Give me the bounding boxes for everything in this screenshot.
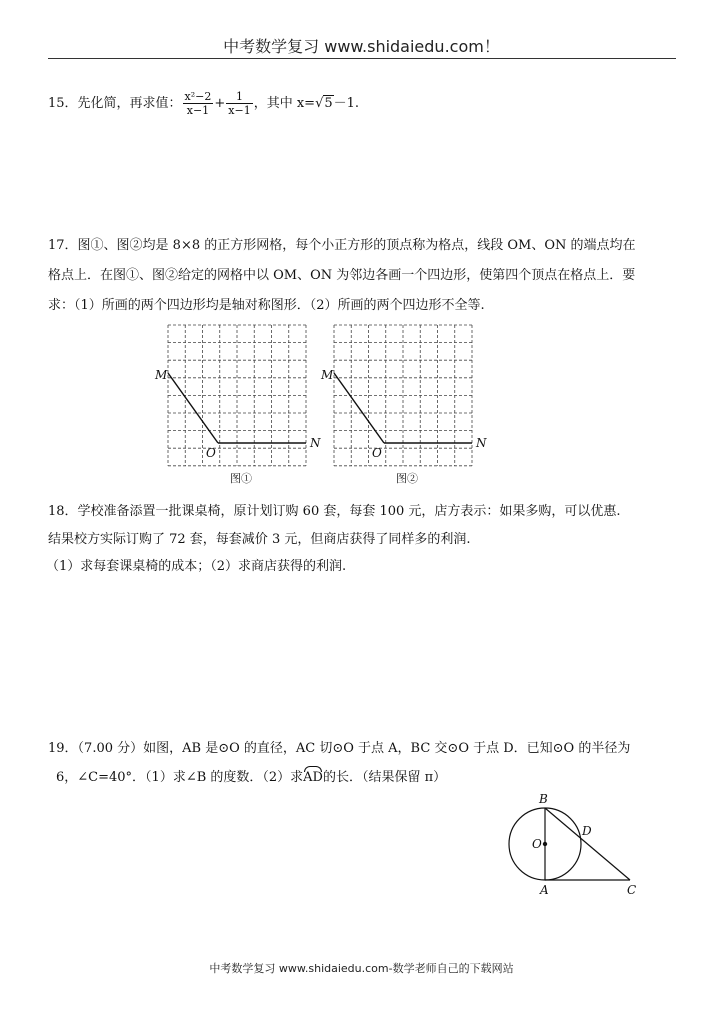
fig2-label-n: N bbox=[476, 436, 487, 450]
label-c: C bbox=[627, 883, 637, 897]
q18-line-2: 结果校方实际订购了 72 套，每套减价 3 元，但商店获得了同样多的利润. bbox=[48, 532, 471, 547]
q15-prefix: 15．先化简，再求值： bbox=[48, 96, 182, 111]
q18-line-3: （1）求每套课桌椅的成本；（2）求商店获得的利润. bbox=[46, 559, 347, 574]
label-o: O bbox=[532, 837, 542, 851]
fig1-label-o: O bbox=[206, 446, 216, 460]
q17-line-1: 17．图①、图②均是 8×8 的正方形网格，每个小正方形的顶点称为格点，线段 OM、ON 的端点均在 bbox=[48, 238, 636, 253]
q15-radicand: 5 bbox=[324, 96, 333, 111]
fig2-segment-om bbox=[334, 373, 384, 443]
q15-frac2-numerator: 1 bbox=[226, 90, 252, 104]
q15-frac1-denominator: x−1 bbox=[186, 104, 210, 117]
fig1-label-n: N bbox=[310, 436, 321, 450]
q17-line-2: 格点上．在图①、图②给定的网格中以 OM、ON 为邻边各画一个四边形，使第四个顶点在格点上．要 bbox=[48, 268, 636, 283]
q19-line-2 bbox=[56, 770, 446, 786]
center-point-o bbox=[543, 842, 547, 846]
q17-figures bbox=[150, 318, 500, 490]
label-d: D bbox=[582, 824, 592, 838]
fig2-caption: 图② bbox=[396, 472, 418, 485]
q17-line-3: 求：（1）所画的两个四边形均是轴对称图形．（2）所画的两个四边形不全等. bbox=[48, 298, 485, 313]
label-b: B bbox=[539, 792, 548, 806]
fig2-label-m: M bbox=[321, 368, 334, 382]
q15-condition-end: －1. bbox=[333, 96, 360, 111]
q15-frac2-denominator: x−1 bbox=[228, 104, 251, 117]
q19-circle-figure bbox=[500, 788, 650, 898]
q18-line-1: 18．学校准备添置一批课桌椅，原计划订购 60 套，每套 100 元，店方表示：如果多购，可以优惠. bbox=[48, 504, 621, 519]
fig1-label-m: M bbox=[155, 368, 168, 382]
question-15 bbox=[48, 90, 359, 117]
grid-figure-1 bbox=[154, 325, 321, 485]
page-header-title: 中考数学复习 www.shidaiedu.com！ bbox=[223, 37, 500, 56]
q15-fraction-2 bbox=[226, 90, 252, 117]
header-divider bbox=[48, 58, 676, 59]
page-footer: 中考数学复习 www.shidaiedu.com-数学老师自己的下载网站 bbox=[209, 962, 514, 975]
q15-plus: + bbox=[214, 96, 226, 111]
q19-line-2-start: 6，∠C=40°．（1）求∠B 的度数．（2）求 bbox=[56, 770, 304, 785]
grid-figure-2 bbox=[320, 325, 487, 485]
label-a: A bbox=[540, 883, 549, 897]
fig2-label-o: O bbox=[372, 446, 382, 460]
q19-line-1: 19．（7.00 分）如图，AB 是⊙O 的直径，AC 切⊙O 于点 A，BC 交⊙O 于点 D．已知⊙O 的半径为 bbox=[48, 741, 631, 756]
q15-frac1-numerator: x²−2 bbox=[184, 90, 212, 103]
q19-line-2-end: 的长．（结果保留 π） bbox=[322, 770, 447, 785]
q15-fraction-1 bbox=[183, 90, 214, 117]
q19-arc-ad: AD bbox=[303, 770, 323, 785]
secant-bc bbox=[545, 808, 630, 880]
fig1-caption: 图① bbox=[230, 472, 252, 485]
q15-condition: ，其中 x=√ bbox=[253, 96, 324, 111]
fig1-segment-om bbox=[168, 373, 218, 443]
